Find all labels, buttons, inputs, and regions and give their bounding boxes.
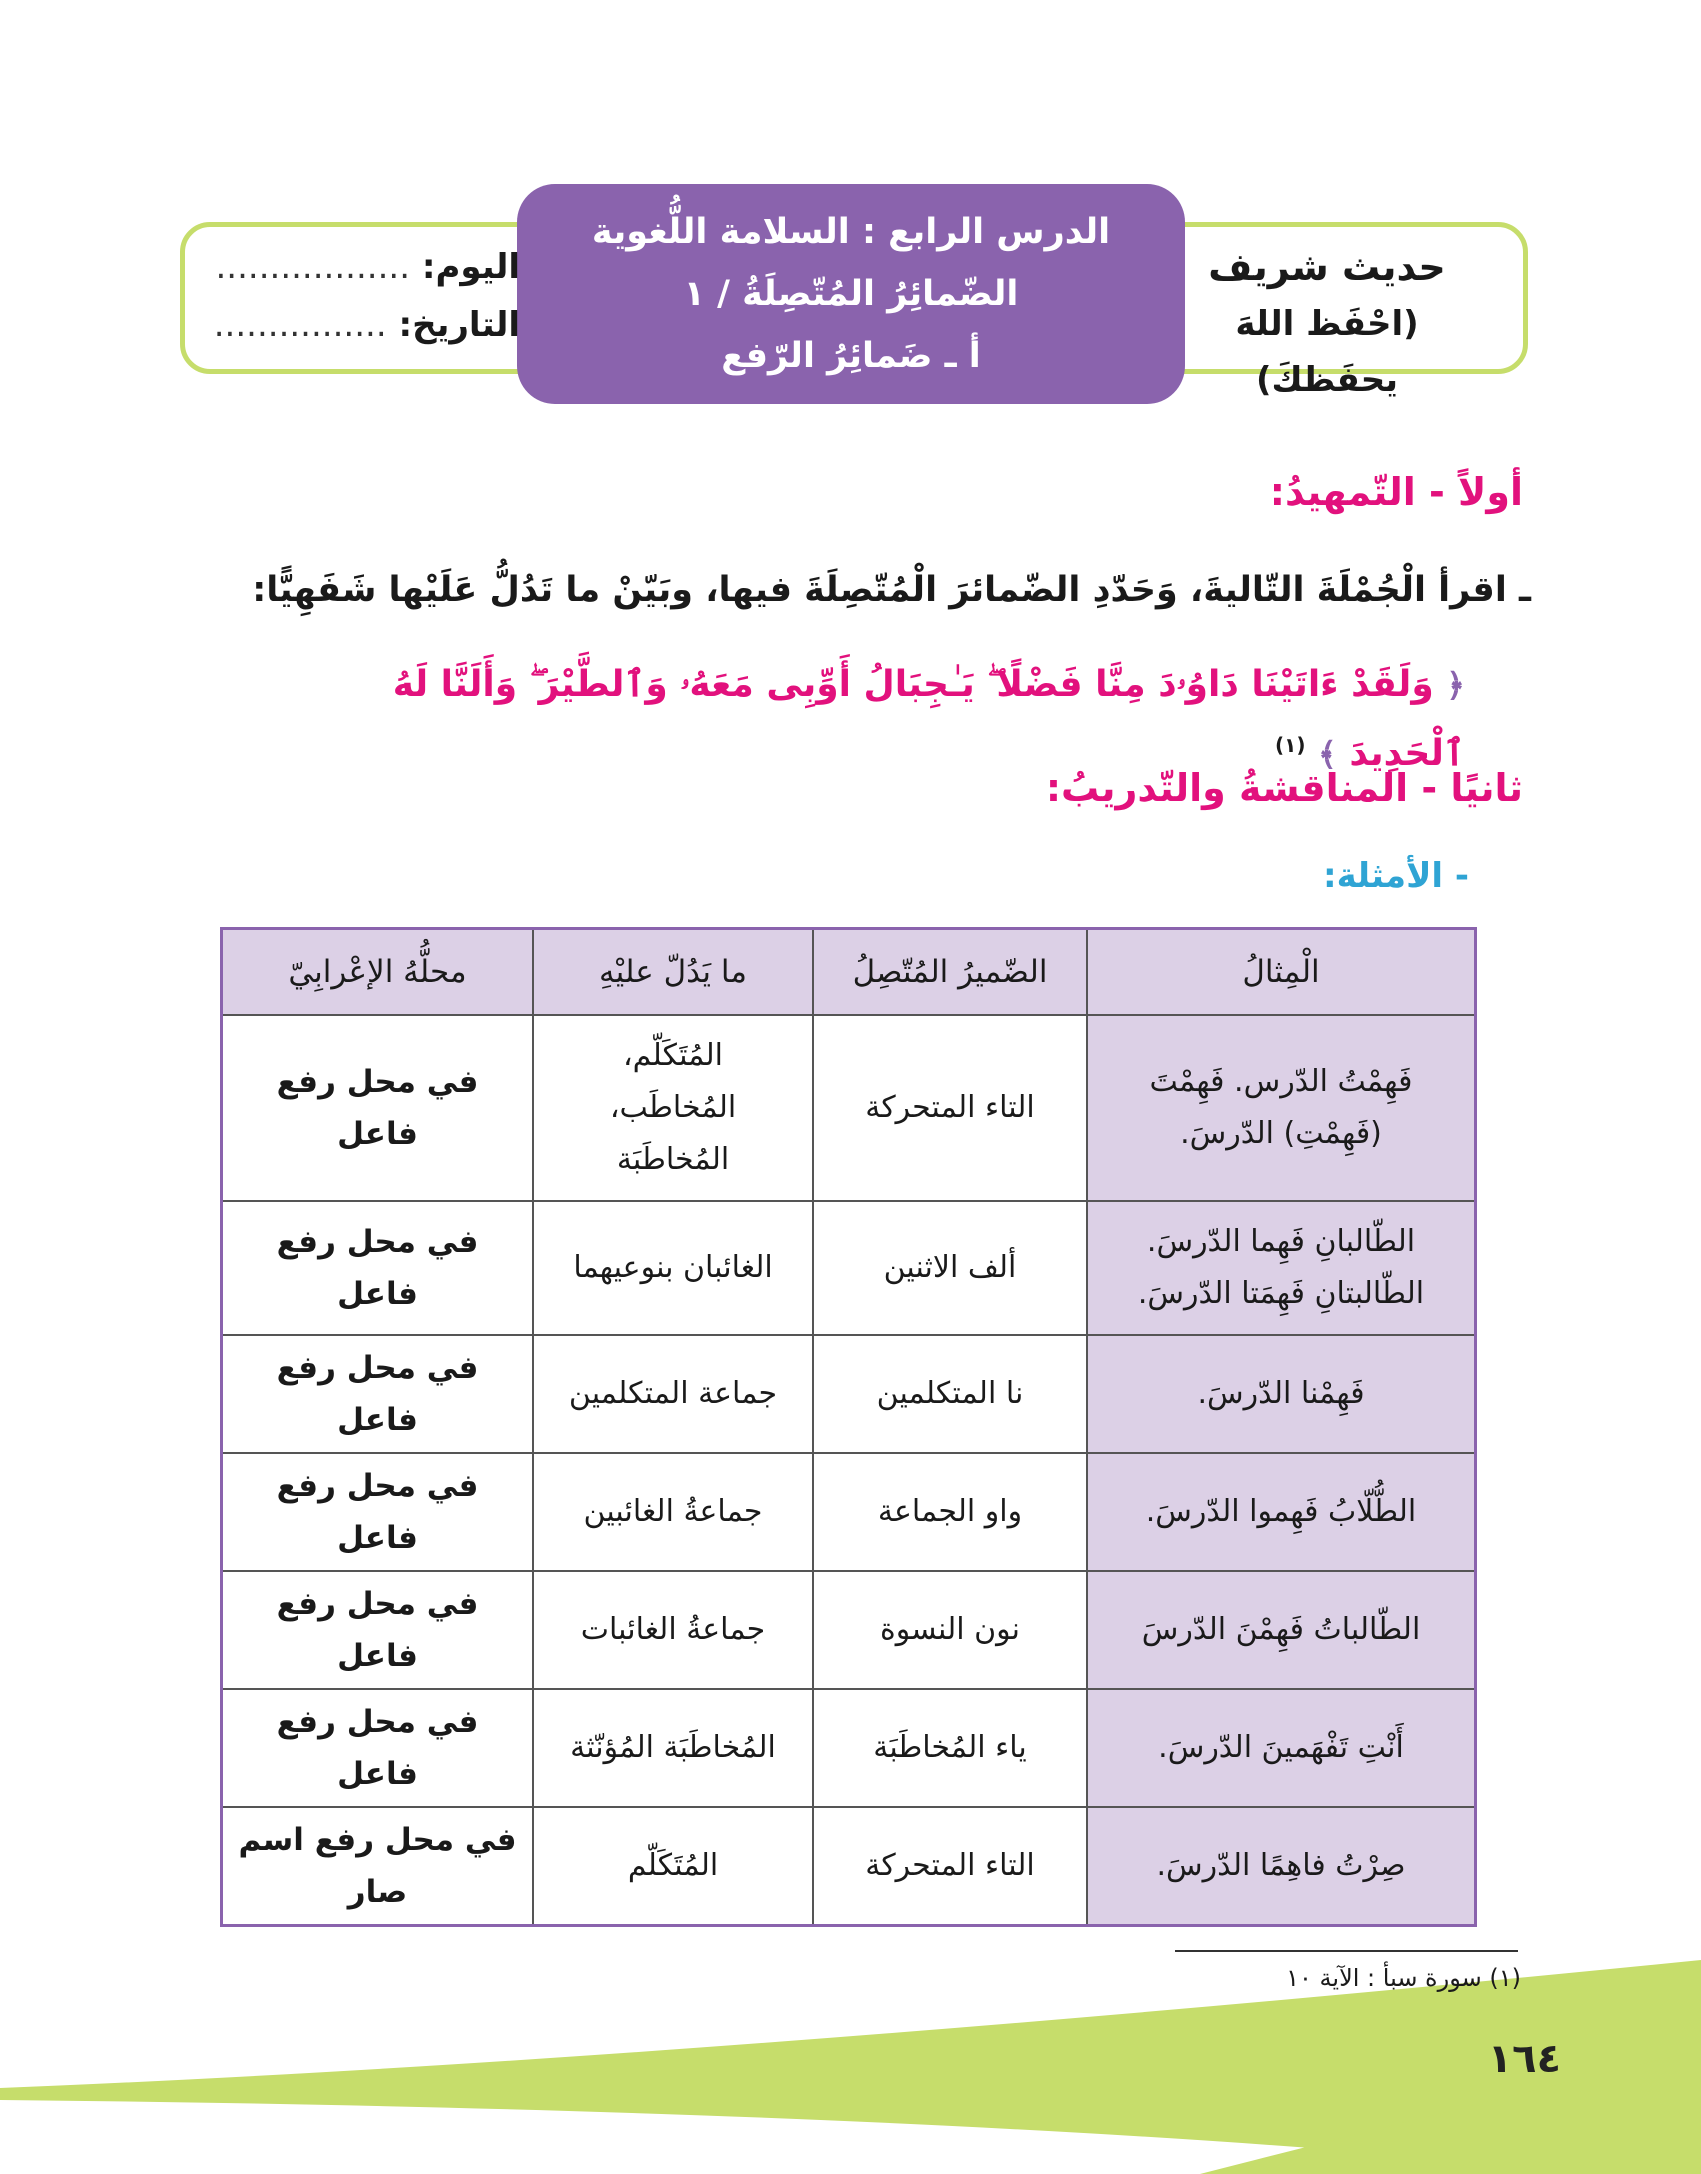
example-cell: الطّالباتُ فَهِمْنَ الدّرسَ [1087, 1571, 1476, 1689]
example-cell: صِرْتُ فاهِمًا الدّرسَ. [1087, 1807, 1476, 1925]
meaning-cell: الغائبان بنوعيهما [533, 1201, 813, 1335]
instruction-text: ـ اقرأ الْجُمْلَةَ التّاليةَ، وَحَدّدِ الضّمائرَ الْمُتّصِلَةَ فيها، وبَيّنْ ما تَدُلُّ عَلَيْها شَفَهِيًّا: [252, 570, 1531, 610]
role-cell: في محل رفع فاعل [222, 1201, 534, 1335]
footnote-rule [1175, 1950, 1518, 1952]
footnote-text: (١) سورة سبأ : الآية ١٠ [1286, 1964, 1521, 1992]
example-cell: أَنْتِ تَفْهَمينَ الدّرسَ. [1087, 1689, 1476, 1807]
table-row [222, 1689, 1476, 1807]
date-label: التاريخ: [398, 305, 520, 345]
examples-table [220, 927, 1477, 1927]
meaning-cell [533, 1015, 813, 1201]
quran-verse [265, 655, 1465, 784]
example-line: (فَهِمْتِ) الدّرسَ. [1180, 1116, 1382, 1151]
pronoun-cell: ياء المُخاطَبَة [813, 1689, 1087, 1807]
role-cell: في محل رفع فاعل [222, 1453, 534, 1571]
section2-heading: ثانيًا - المناقشةُ والتّدريبُ: [1045, 766, 1523, 810]
examples-heading: - الأمثلة: [1323, 856, 1469, 896]
header-pronoun: الضّميرُ المُتّصِلُ [813, 929, 1087, 1016]
example-cell: فَهِمْنا الدّرسَ. [1087, 1335, 1476, 1453]
example-cell [1087, 1015, 1476, 1201]
day-blank: .................. [215, 247, 411, 287]
page-number: ١٦٤ [1487, 2036, 1561, 2082]
header-meaning: ما يَدُلّ عليْهِ [533, 929, 813, 1016]
pronoun-cell: نا المتكلمين [813, 1335, 1087, 1453]
table-row [222, 1201, 1476, 1335]
pronoun-cell: التاء المتحركة [813, 1807, 1087, 1925]
meaning-line: المُخاطَبَة [616, 1142, 730, 1177]
lesson-section: أ ـ ضَمائِرُ الرّفع [721, 336, 981, 376]
meaning-cell: جماعةُ الغائبين [533, 1453, 813, 1571]
table-row [222, 1015, 1476, 1201]
hadith-block [1167, 238, 1487, 408]
role-cell: في محل رفع فاعل [222, 1689, 534, 1807]
pronoun-cell: واو الجماعة [813, 1453, 1087, 1571]
date-blank: ................ [213, 305, 387, 345]
date-fields [213, 238, 520, 354]
example-line: فَهِمْتُ الدّرس. فَهِمْتَ [1149, 1064, 1413, 1099]
example-cell [1087, 1201, 1476, 1335]
table-row [222, 1571, 1476, 1689]
meaning-line: المُتَكَلّم، [622, 1038, 724, 1073]
lesson-title-box [517, 184, 1185, 404]
example-line: الطّالبانِ فَهِما الدّرسَ. [1146, 1224, 1416, 1259]
meaning-cell: المُخاطَبَة المُؤنّثة [533, 1689, 813, 1807]
role-cell: في محل رفع فاعل [222, 1571, 534, 1689]
table-row [222, 1807, 1476, 1925]
table-row [222, 1335, 1476, 1453]
pronoun-cell: ألف الاثنين [813, 1201, 1087, 1335]
header-role: محلُّهُ الإعْرابِيّ [222, 929, 534, 1016]
example-cell: الطُّلّابُ فَهِموا الدّرسَ. [1087, 1453, 1476, 1571]
verse-open-bracket: ﴿ [1446, 666, 1465, 704]
meaning-line: المُخاطَب، [609, 1090, 737, 1125]
meaning-cell: جماعة المتكلمين [533, 1335, 813, 1453]
role-cell: في محل رفع فاعل [222, 1335, 534, 1453]
pronoun-cell: التاء المتحركة [813, 1015, 1087, 1201]
pronoun-cell: نون النسوة [813, 1571, 1087, 1689]
hadith-title: حديث شريف [1208, 245, 1446, 289]
header-example: الْمِثالُ [1087, 929, 1476, 1016]
verse-footnote-marker: (١) [1274, 733, 1306, 757]
role-cell: في محل رفع اسم صار [222, 1807, 534, 1925]
date-row [213, 296, 520, 354]
meaning-cell: جماعةُ الغائبات [533, 1571, 813, 1689]
verse-text: وَلَقَدْ ءَاتَيْنَا دَاوُۥدَ مِنَّا فَضْلًا ۖ يَـٰجِبَالُ أَوِّبِى مَعَهُۥ وَٱلطَّيْرَ ۖ وَأَلَنَّا لَهُ ٱلْحَدِيدَ [392, 664, 1465, 774]
day-label: اليوم: [421, 247, 520, 287]
lesson-subtitle: الضّمائِرُ المُتّصِلَةُ / ١ [683, 274, 1019, 314]
hadith-phrase: (احْفَظ اللهَ يحفَظكَ) [1235, 304, 1419, 400]
lesson-title: الدرس الرابع : السلامة اللُّغوية [591, 212, 1111, 252]
role-cell: في محل رفع فاعل [222, 1015, 534, 1201]
example-line: الطّالبتانِ فَهِمَتا الدّرسَ. [1137, 1276, 1425, 1311]
section1-heading: أولاً - التّمهيدُ: [1269, 470, 1523, 514]
meaning-cell: المُتَكَلّم [533, 1807, 813, 1925]
verse-close-bracket: ﴾ [1318, 735, 1337, 773]
table-header-row [222, 929, 1476, 1016]
day-row [215, 238, 520, 296]
table-row [222, 1453, 1476, 1571]
